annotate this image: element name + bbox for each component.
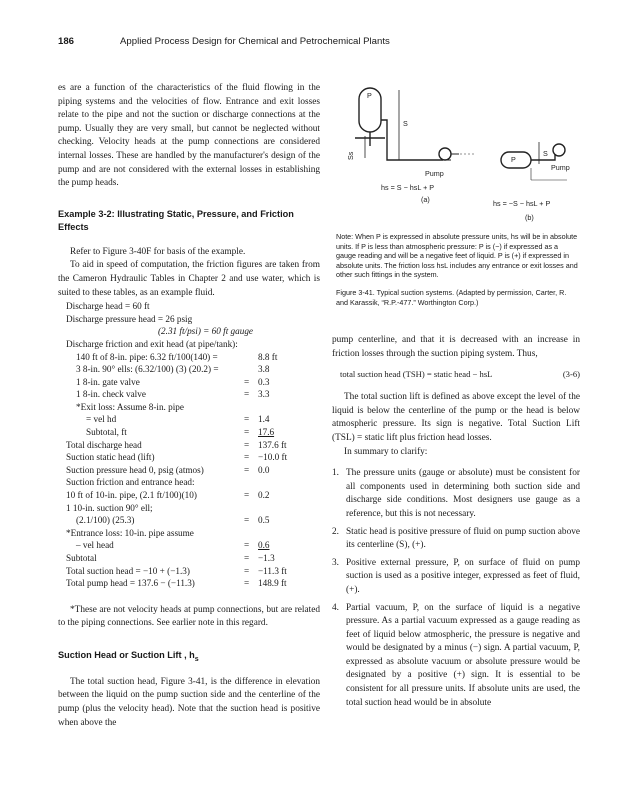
calc-line (58, 413, 320, 426)
suction-paragraph: The total suction head, Figure 3-41, is the difference in elevation between the liquid on the pump suction side and the centerline of the pump (plus the velocity head). Note that the suction head is positive when above the (58, 676, 320, 728)
calc-equals: = (244, 464, 250, 475)
calc-value: −10.0 ft (258, 452, 288, 463)
calc-value: −11.3 ft (258, 565, 287, 576)
label-tag-b: (b) (525, 213, 534, 222)
calc-equals: = (244, 427, 250, 438)
calc-label: *Exit loss: Assume 8-in. pipe (76, 401, 184, 412)
calc-equals: = (244, 553, 250, 563)
calc-line (58, 351, 320, 364)
calc-label: Suction static head (lift) (66, 452, 155, 463)
summary-item (332, 526, 580, 553)
pump-a (439, 148, 451, 160)
summary-item (332, 602, 580, 711)
summary-item-text: Static head is positive pressure of fluid on pump suction above its centerline (S), (+). (346, 526, 580, 551)
calc-equals: = (244, 389, 250, 400)
calc-value: 137.6 ft (258, 439, 287, 450)
calc-line (58, 577, 320, 590)
calc-label: Discharge pressure head = 26 psig (66, 313, 193, 324)
calc-line (58, 401, 320, 414)
calc-label: = vel hd (86, 414, 117, 425)
suction-systems-diagram (335, 80, 585, 230)
calc-label: Discharge head = 60 ft (66, 301, 150, 312)
calc-value: 148.9 ft (258, 578, 287, 589)
calc-label: (2.1/100) (25.3) (76, 515, 135, 526)
calc-line (58, 464, 320, 477)
calc-line (58, 300, 320, 313)
calc-line (58, 426, 320, 439)
calc-line (58, 338, 320, 351)
right-paragraph-3: In summary to clarify: (344, 446, 428, 457)
calc-line (58, 539, 320, 552)
calc-line (58, 325, 320, 338)
figure-note: Note: When P is expressed in absolute pressure units, hs will be in absolute units. If P is less than atmospheric pressure: P is (−) if expressed as a gauge reading and will be a negative feet of liquid. P is (+) if expressed in absolute units. The friction loss hsL includes any entrance or exit losses and other such fittings in the system. (336, 232, 578, 280)
calc-label: *Entrance loss: 10-in. pipe assume (66, 527, 194, 538)
calc-label: 10 ft of 10-in. pipe, (2.1 ft/100)(10) (66, 490, 197, 501)
calc-equals: = (244, 452, 250, 463)
left-column (58, 82, 320, 730)
equation-number: (3-6) (562, 369, 580, 380)
calc-label: 1 10-in. suction 90° ell; (66, 502, 153, 513)
calc-line (58, 565, 320, 578)
right-paragraph-2: The total suction lift is defined as above except the level of the liquid is below the centerline of the pump or the head is below atmospheric pressure. Its sign is negative. Total Suction Lift (TSL) = static lift plus friction head losses. (332, 392, 580, 443)
calc-equals: = (244, 565, 250, 576)
calc-line (58, 451, 320, 464)
intro-paragraph: es are a function of the characteristics of the fluid flowing in the piping systems and the velocities of flow. Entrance and exit losses relate to the pipe and not the suction or discharge connections at the pump. Usually they are very small, but cannot be neglected without checking. Velocity heads at the pump connections are considered internal losses. These are handled by the manufacturer's design of the pump and are not considered with the external losses in establishing the pump heads. (58, 83, 320, 189)
calc-label: Subtotal, ft (86, 427, 127, 438)
figure-caption: Figure 3-41. Typical suction systems. (Adapted by permission, Carter, R. and Karassik, “R.P.-477.” Worthington Corp.) (336, 287, 567, 307)
page-number: 186 (58, 36, 75, 47)
label-p-top: P (367, 91, 372, 100)
calc-value: 0.3 (258, 376, 270, 387)
summary-item-number: 3. (332, 557, 339, 568)
summary-list (332, 467, 580, 710)
calc-label: – vel head (76, 540, 114, 551)
pump-b (553, 144, 565, 156)
calc-line (58, 514, 320, 527)
calc-label: (2.31 ft/psi) = 60 ft gauge (158, 326, 254, 337)
calc-line (58, 552, 320, 565)
label-ss: Ss (346, 151, 355, 160)
figure-note-block (332, 232, 580, 307)
calc-equals: = (244, 540, 250, 551)
calc-label: 1 8-in. check valve (76, 389, 146, 400)
calc-value: 17.6 (258, 427, 275, 438)
calc-label: Total pump head = 137.6 − (−11.3) (66, 578, 195, 589)
calc-line (58, 476, 320, 489)
label-s: S (403, 119, 408, 128)
equation-text: total suction head (TSH) = static head − hsL (340, 369, 493, 380)
calc-line (58, 313, 320, 326)
calc-value: 0.5 (258, 515, 270, 526)
calc-equals: = (244, 515, 250, 526)
calculation-table (58, 300, 320, 590)
calc-equals: = (244, 578, 250, 589)
calc-value: 1.4 (258, 414, 270, 425)
calc-label: Total discharge head (66, 439, 142, 450)
calc-equals: = (244, 376, 250, 387)
calc-equals: = (244, 439, 250, 450)
calc-label: Suction friction and entrance head: (66, 477, 195, 488)
calc-line (58, 527, 320, 540)
label-s-b: S (543, 149, 548, 158)
label-eq-a: hs = S − hsL + P (381, 183, 435, 192)
calc-label: 3 8-in. 90° ells: (6.32/100) (3) (20.2) = (76, 364, 219, 375)
summary-item-number: 1. (332, 468, 339, 479)
running-header (58, 36, 578, 50)
calc-label: Subtotal (66, 553, 97, 563)
calc-value: 8.8 ft (258, 351, 278, 362)
calc-value: −1.3 (258, 553, 275, 563)
calc-line (58, 376, 320, 389)
label-p-b: P (511, 155, 516, 164)
label-eq-b: hs = −S − hsL + P (493, 199, 551, 208)
calc-line (58, 363, 320, 376)
calc-label: 1 8-in. gate valve (76, 376, 140, 387)
calc-label: Suction pressure head 0, psig (atmos) (66, 464, 204, 475)
calc-value: 0.6 (258, 540, 270, 551)
calc-label: 140 ft of 8-in. pipe: 6.32 ft/100(140) = (76, 351, 218, 362)
tank-b (501, 152, 531, 168)
label-pump-b: Pump (551, 163, 570, 172)
calc-value: 0.2 (258, 490, 270, 501)
summary-item (332, 467, 580, 521)
calc-equals: = (244, 490, 250, 501)
label-pump-a: Pump (425, 169, 444, 178)
example-paragraph-2: To aid in speed of computation, the friction figures are taken from the Cameron Hydraulic Tables in Chapter 2 and use water, which is suited to these tables, as an example fluid. (58, 260, 320, 298)
calc-line (58, 489, 320, 502)
right-column (332, 334, 580, 714)
summary-item-text: Positive external pressure, P, on surface of fluid on pump suction is used as a positive integer, expressed as feet of fluid, (+). (346, 557, 580, 595)
calc-label: Total suction head = −10 + (−1.3) (66, 565, 190, 576)
summary-item-text: Partial vacuum, P, on the surface of liquid is a negative pressure. As a partial vacuum expressed as a gauge reading as feet of liquid below atmospheric, the pressure is negative and would be designated by a minus (−) sign. A partial vacuum, P, expressed as absolute vacuum or absolute pressure would be designated by a positive (+) sign. It is essential to be consistent for all pressure units. If absolute units are used, the total suction head would be in absolute (346, 602, 580, 708)
figure-3-41 (335, 80, 585, 230)
calc-value: 3.3 (258, 389, 270, 400)
calc-label: Discharge friction and exit head (at pipe/tank): (66, 338, 238, 349)
running-title: Applied Process Design for Chemical and Petrochemical Plants (120, 36, 390, 47)
suction-heading (58, 649, 320, 666)
calc-line (58, 388, 320, 401)
summary-item (332, 557, 580, 598)
example-paragraph-1: Refer to Figure 3-40F for basis of the example. (70, 246, 246, 257)
calc-line (58, 502, 320, 515)
calc-value: 3.8 (258, 364, 270, 375)
suction-heading-sub: s (194, 655, 199, 663)
calc-equals: = (244, 414, 250, 425)
example-heading: Example 3-2: Illustrating Static, Pressure, and Friction Effects (58, 208, 294, 232)
summary-item-text: The pressure units (gauge or absolute) must be consistent for all components used in determining both suction side and discharge side conditions. Most designers use gauge as a reference, but this is not necessary. (346, 468, 580, 519)
suction-heading-text: Suction Head or Suction Lift , h (58, 649, 195, 660)
summary-item-number: 4. (332, 602, 339, 613)
equation-3-6 (332, 369, 580, 383)
calc-line (58, 439, 320, 452)
summary-item-number: 2. (332, 526, 339, 537)
footnote: *These are not velocity heads at pump connections, but are related to the piping connections. See earlier note in this regard. (58, 604, 320, 629)
right-paragraph-1: pump centerline, and that it is decreased with an increase in friction losses through the suction piping system. Thus, (332, 335, 580, 359)
calc-value: 0.0 (258, 464, 270, 475)
label-tag-a: (a) (421, 195, 430, 204)
